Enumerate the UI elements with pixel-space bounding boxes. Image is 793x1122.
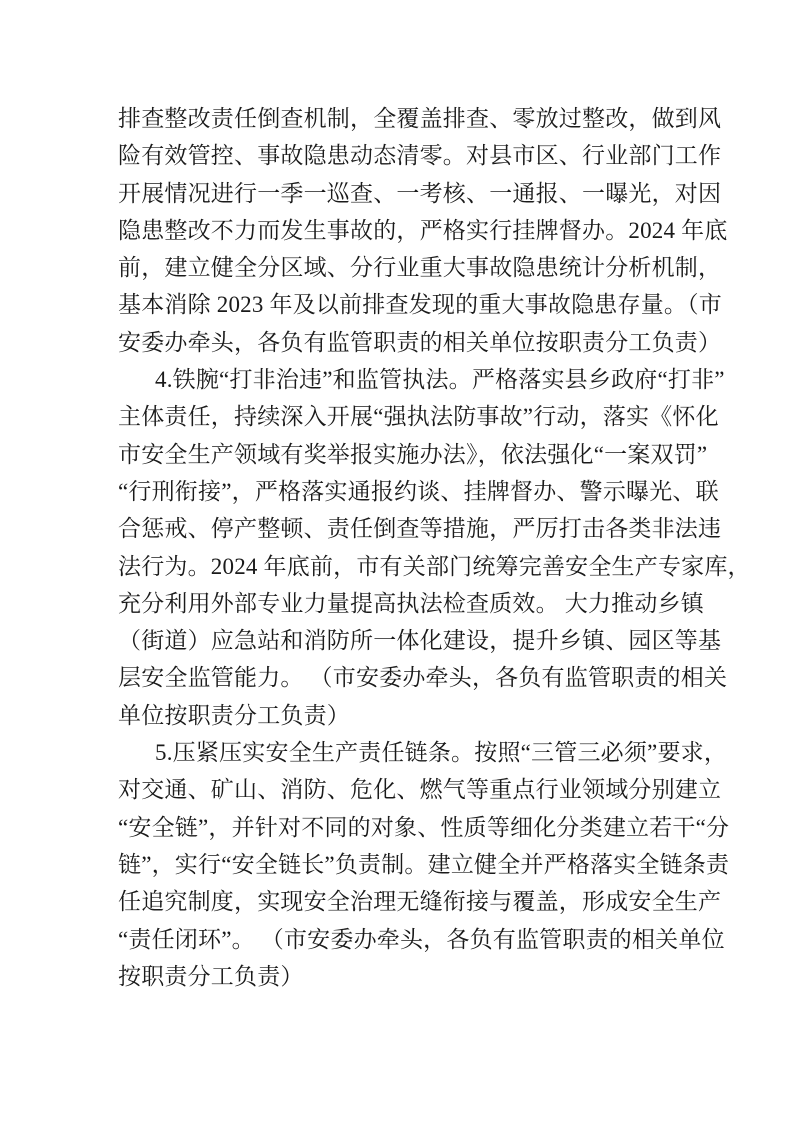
text-line: “行刑衔接”，严格落实通报约谈、挂牌督办、警示曝光、联 (118, 478, 719, 504)
paragraph-item-5 (118, 734, 730, 995)
text-line: 主体责任，持续深入开展“强执法防事故”行动，落实《怀化 (118, 404, 719, 430)
text-line: 法行为。2024 年底前，市有关部门统筹完善安全生产专家库， (118, 553, 751, 579)
text-line: 单位按职责分工负责） (118, 702, 350, 728)
text-line: 前，建立健全分区域、分行业重大事故隐患统计分析机制， (118, 255, 722, 281)
text-line: 市安全生产领域有奖举报实施办法》，依法强化“一案双罚” (118, 441, 708, 467)
text-line: 任追究制度，实现安全治理无缝衔接与覆盖，形成安全生产 (118, 889, 722, 915)
text-line: 对交通、矿山、消防、危化、燃气等重点行业领域分别建立 (118, 777, 722, 803)
paragraph-continuation (118, 100, 728, 361)
text-line: 基本消除 2023 年及以前排查发现的重大事故隐患存量。（市 (118, 292, 722, 318)
text-line: 合惩戒、停产整顿、责任倒查等措施，严厉打击各类非法违 (118, 516, 722, 542)
paragraph-item-4 (118, 361, 751, 734)
text-line: 层安全监管能力。 （市安委办牵头，各负有监管职责的相关 (118, 665, 728, 691)
text-line: 按职责分工负责） (118, 963, 304, 989)
text-line: 4.铁腕“打非治违”和监管执法。严格落实县乡政府“打非” (155, 367, 725, 393)
text-block (118, 100, 751, 995)
text-line: 排查整改责任倒查机制，全覆盖排查、零放过整改，做到风 (118, 106, 722, 131)
text-line: “安全链”，并针对不同的对象、性质等细化分类建立若干“分 (118, 814, 730, 840)
text-line: “责任闭环”。 （市安委办牵头，各负有监管职责的相关单位 (118, 926, 725, 952)
text-line: 险有效管控、事故隐患动态清零。对县市区、行业部门工作 (118, 143, 722, 169)
text-line: 5.压紧压实安全生产责任链条。按照“三管三必须”要求， (155, 740, 728, 766)
text-line: 隐患整改不力而发生事故的，严格实行挂牌督办。2024 年底 (118, 217, 728, 243)
text-line: 链”，实行“安全链长”负责制。建立健全并严格落实全链条责 (118, 851, 730, 877)
text-line: 充分利用外部专业力量提高执法检查质效。 大力推动乡镇 (118, 590, 704, 616)
text-line: 安委办牵头，各负有监管职责的相关单位按职责分工负责） (118, 329, 722, 355)
text-line: （街道）应急站和消防所一体化建设，提升乡镇、园区等基 (118, 628, 722, 654)
text-line: 开展情况进行一季一巡查、一考核、一通报、一曝光，对因 (118, 180, 722, 206)
